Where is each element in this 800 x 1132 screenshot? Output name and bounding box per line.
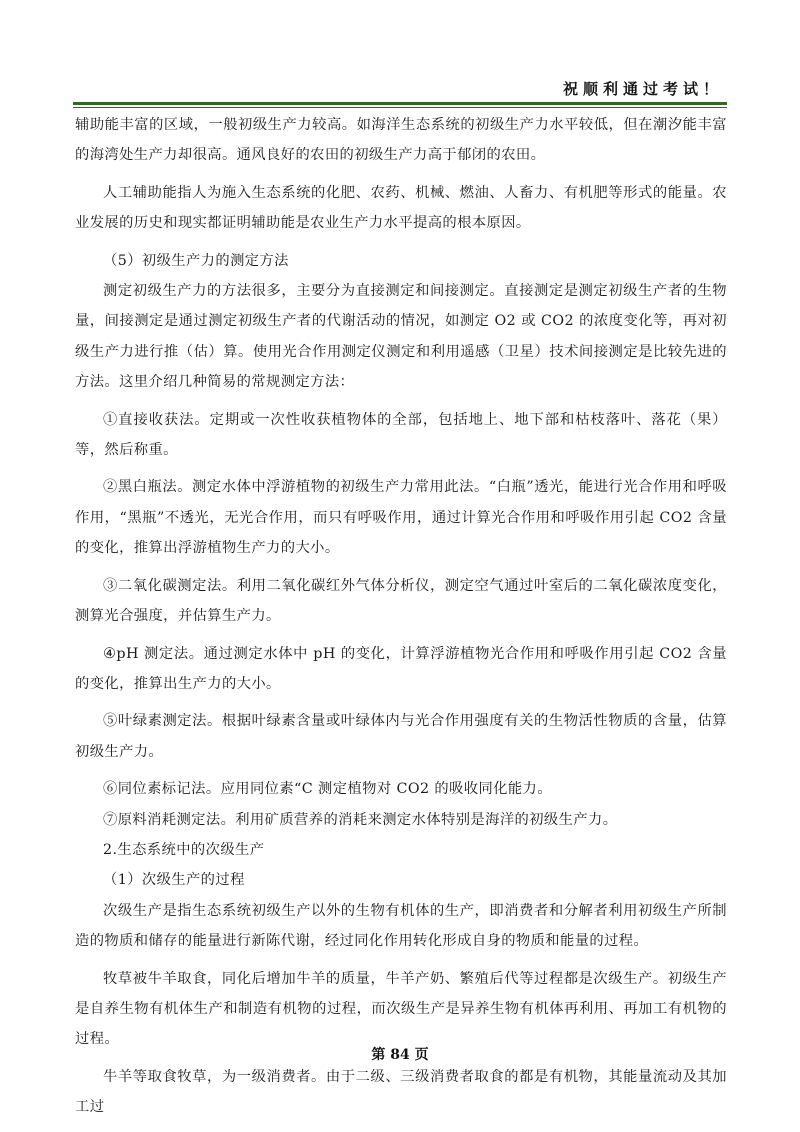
- paragraph-continuation: 辅助能丰富的区域，一般初级生产力较高。如海洋生态系统的初级生产力水平较低，但在潮汐能丰富的海湾处生产力却很高。通风良好的农田的初级生产力高于郁闭的农田。: [75, 117, 727, 164]
- list-item-ph-measurement: ④pH 测定法。通过测定水体中 pH 的变化，计算浮游植物光合作用和呼吸作用引起 CO2 含量的变化，推算出生产力的大小。: [75, 645, 727, 692]
- document-body: [75, 110, 727, 1123]
- section-heading-secondary-production: 2.生态系统中的次级生产: [103, 841, 265, 858]
- page-header: [73, 76, 727, 102]
- list-item-light-dark-bottle: ②黑白瓶法。测定水体中浮游植物的初级生产力常用此法。“白瓶”透光，能进行光合作用和呼吸作用，“黑瓶”不透光，无光合作用，而只有呼吸作用，通过计算光合作用和呼吸作用引起 CO2 含量的变化，推算出浮游植物生产力的大小。: [75, 479, 727, 557]
- page-number: 第 84 页: [371, 1047, 429, 1063]
- list-item-co2-measurement: ③二氧化碳测定法。利用二氧化碳红外气体分析仪，测定空气通过叶室后的二氧化碳浓度变化，测算光合强度，并估算生产力。: [75, 577, 727, 625]
- paragraph-consumers: 牛羊等取食牧草，为一级消费者。由于二级、三级消费者取食的都是有机物，其能量流动及其加工过: [75, 1068, 727, 1116]
- header-slogan: 祝顺利通过考试！: [562, 80, 723, 98]
- paragraph-measurement-overview: 测定初级生产力的方法很多，主要分为直接测定和间接测定。直接测定是测定初级生产者的生物量，间接测定是通过测定初级生产者的代谢活动的情况，如测定 O2 或 CO2 的浓度变化等，再对初级生产力进行推（估）算。使用光合作用测定仪测定和利用遥感（卫星）技术间接测定是比较先进的方法。这里介绍几种简易的常规测定方法：: [75, 283, 727, 391]
- header-rule-thin: [73, 107, 727, 108]
- subsection-heading-secondary-process: （1）次级生产的过程: [103, 872, 245, 889]
- list-item-material-consumption: ⑦原料消耗测定法。利用矿质营养的消耗来测定水体特别是海洋的初级生产力。: [103, 811, 618, 828]
- paragraph-artificial-auxiliary-energy: 人工辅助能指人为施入生态系统的化肥、农药、机械、燃油、人畜力、有机肥等形式的能量。农业发展的历史和现实都证明辅助能是农业生产力水平提高的根本原因。: [75, 184, 727, 232]
- list-item-chlorophyll-measurement: ⑤叶绿素测定法。根据叶绿素含量或叶绿体内与光合作用强度有关的生物活性物质的含量，估算初级生产力。: [75, 713, 727, 760]
- list-item-isotope-labeling: ⑥同位素标记法。应用同位素“C 测定植物对 CO2 的吸收同化能力。: [103, 781, 552, 798]
- paragraph-secondary-example: 牧草被牛羊取食，同化后增加牛羊的质量，牛羊产奶、繁殖后代等过程都是次级生产。初级生产是自养生物有机体生产和制造有机物的过程，而次级生产是异养生物有机体再利用、再加工有机物的过程。: [75, 970, 727, 1048]
- list-item-direct-harvest: ①直接收获法。定期或一次性收获植物体的全部，包括地上、地下部和枯枝落叶、落花（果）等，然后称重。: [75, 411, 727, 459]
- header-rule-thick: [73, 102, 727, 105]
- paragraph-secondary-definition: 次级生产是指生态系统初级生产以外的生物有机体的生产，即消费者和分解者利用初级生产所制造的物质和储存的能量进行新陈代谢，经过同化作用转化形成自身的物质和能量的过程。: [75, 902, 727, 950]
- section-heading-measurement-methods: （5）初级生产力的测定方法: [103, 252, 289, 269]
